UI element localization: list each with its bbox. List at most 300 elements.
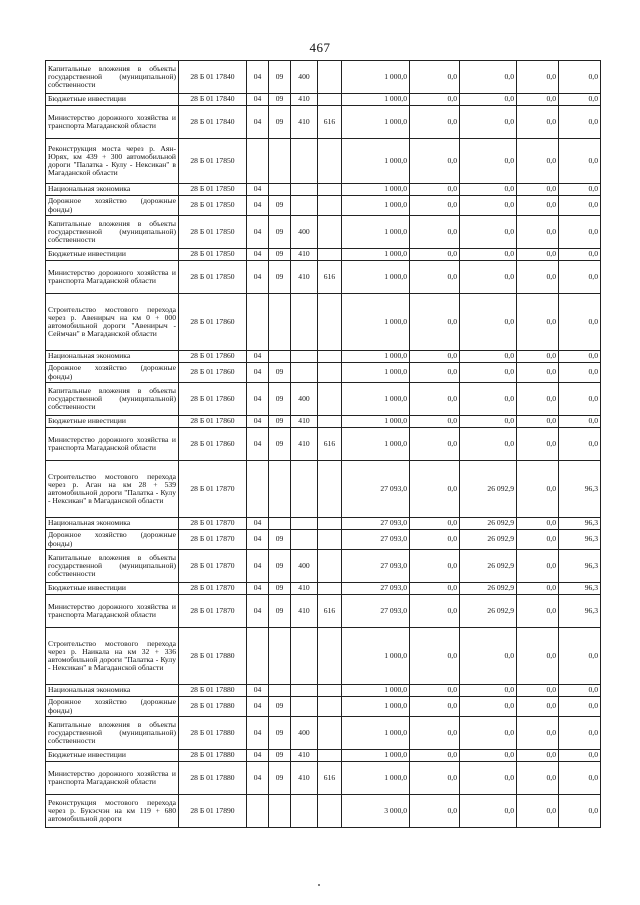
code-cell: 28 Б 01 17850 xyxy=(179,139,247,184)
amount-col4: 0,0 xyxy=(517,750,559,762)
row-name: Дорожное хозяйство (дорожные фонды) xyxy=(46,697,179,717)
amount-plan: 1 000,0 xyxy=(342,61,410,94)
vr-cell: 400 xyxy=(291,61,318,94)
table-row xyxy=(46,795,601,828)
pr-cell: 09 xyxy=(269,717,291,750)
code-cell: 28 Б 01 17870 xyxy=(179,530,247,550)
vr-cell: 400 xyxy=(291,383,318,416)
amount-col2: 0,0 xyxy=(410,795,460,828)
rz-cell xyxy=(247,294,269,351)
amount-col2: 0,0 xyxy=(410,416,460,428)
table-row xyxy=(46,697,601,717)
vr-cell xyxy=(291,363,318,383)
code-cell: 28 Б 01 17880 xyxy=(179,762,247,795)
pr-cell: 09 xyxy=(269,428,291,461)
percent-cell: 0,0 xyxy=(559,249,601,261)
vr-cell: 400 xyxy=(291,216,318,249)
row-name: Строительство мостового перехода через р. Наикала на км 32 + 336 автомобильной дороги "Палатка - Кулу - Нексикан" в Магаданской области xyxy=(46,628,179,685)
pr-cell: 09 xyxy=(269,106,291,139)
row-name: Капитальные вложения в объекты государственной (муниципальной) собственности xyxy=(46,550,179,583)
rz-cell: 04 xyxy=(247,697,269,717)
scan-artifact xyxy=(318,884,320,886)
amount-col4: 0,0 xyxy=(517,762,559,795)
amount-executed: 0,0 xyxy=(460,685,517,697)
code-cell: 28 Б 01 17860 xyxy=(179,428,247,461)
amount-col4: 0,0 xyxy=(517,685,559,697)
code-cell: 28 Б 01 17850 xyxy=(179,249,247,261)
amount-col2: 0,0 xyxy=(410,261,460,294)
table-row xyxy=(46,249,601,261)
percent-cell: 0,0 xyxy=(559,94,601,106)
table-row xyxy=(46,196,601,216)
row-name: Министерство дорожного хозяйства и транспорта Магаданской области xyxy=(46,428,179,461)
percent-cell: 0,0 xyxy=(559,106,601,139)
grbs-cell xyxy=(318,351,342,363)
amount-col4: 0,0 xyxy=(517,550,559,583)
amount-col2: 0,0 xyxy=(410,216,460,249)
amount-col4: 0,0 xyxy=(517,61,559,94)
code-cell: 28 Б 01 17870 xyxy=(179,518,247,530)
amount-col4: 0,0 xyxy=(517,363,559,383)
row-name: Бюджетные инвестиции xyxy=(46,94,179,106)
vr-cell xyxy=(291,184,318,196)
row-name: Министерство дорожного хозяйства и транспорта Магаданской области xyxy=(46,595,179,628)
amount-executed: 0,0 xyxy=(460,294,517,351)
rz-cell: 04 xyxy=(247,261,269,294)
amount-col2: 0,0 xyxy=(410,685,460,697)
amount-col2: 0,0 xyxy=(410,461,460,518)
table-row xyxy=(46,216,601,249)
grbs-cell: 616 xyxy=(318,762,342,795)
grbs-cell: 616 xyxy=(318,261,342,294)
code-cell: 28 Б 01 17880 xyxy=(179,717,247,750)
amount-plan: 1 000,0 xyxy=(342,428,410,461)
rz-cell: 04 xyxy=(247,416,269,428)
grbs-cell xyxy=(318,216,342,249)
amount-plan: 1 000,0 xyxy=(342,184,410,196)
grbs-cell xyxy=(318,550,342,583)
pr-cell: 09 xyxy=(269,697,291,717)
amount-plan: 1 000,0 xyxy=(342,139,410,184)
pr-cell: 09 xyxy=(269,595,291,628)
vr-cell: 400 xyxy=(291,550,318,583)
grbs-cell xyxy=(318,697,342,717)
percent-cell: 96,3 xyxy=(559,530,601,550)
pr-cell xyxy=(269,184,291,196)
amount-col4: 0,0 xyxy=(517,595,559,628)
rz-cell: 04 xyxy=(247,184,269,196)
amount-plan: 1 000,0 xyxy=(342,697,410,717)
amount-plan: 27 093,0 xyxy=(342,550,410,583)
grbs-cell xyxy=(318,416,342,428)
percent-cell: 0,0 xyxy=(559,717,601,750)
table-row xyxy=(46,428,601,461)
code-cell: 28 Б 01 17870 xyxy=(179,461,247,518)
code-cell: 28 Б 01 17880 xyxy=(179,685,247,697)
vr-cell: 410 xyxy=(291,750,318,762)
amount-col2: 0,0 xyxy=(410,550,460,583)
code-cell: 28 Б 01 17850 xyxy=(179,261,247,294)
table-row xyxy=(46,61,601,94)
pr-cell: 09 xyxy=(269,530,291,550)
amount-col2: 0,0 xyxy=(410,697,460,717)
table-row xyxy=(46,139,601,184)
table-row xyxy=(46,750,601,762)
grbs-cell xyxy=(318,61,342,94)
row-name: Бюджетные инвестиции xyxy=(46,249,179,261)
grbs-cell xyxy=(318,795,342,828)
amount-plan: 1 000,0 xyxy=(342,685,410,697)
rz-cell: 04 xyxy=(247,530,269,550)
pr-cell: 09 xyxy=(269,196,291,216)
amount-executed: 0,0 xyxy=(460,762,517,795)
vr-cell xyxy=(291,351,318,363)
amount-plan: 1 000,0 xyxy=(342,294,410,351)
vr-cell xyxy=(291,196,318,216)
amount-col2: 0,0 xyxy=(410,428,460,461)
amount-executed: 0,0 xyxy=(460,184,517,196)
rz-cell: 04 xyxy=(247,249,269,261)
amount-col2: 0,0 xyxy=(410,139,460,184)
vr-cell: 410 xyxy=(291,595,318,628)
percent-cell: 0,0 xyxy=(559,383,601,416)
table-row xyxy=(46,106,601,139)
vr-cell: 410 xyxy=(291,583,318,595)
table-row xyxy=(46,294,601,351)
pr-cell: 09 xyxy=(269,363,291,383)
amount-executed: 0,0 xyxy=(460,697,517,717)
rz-cell: 04 xyxy=(247,106,269,139)
amount-col4: 0,0 xyxy=(517,697,559,717)
amount-col4: 0,0 xyxy=(517,628,559,685)
amount-plan: 27 093,0 xyxy=(342,518,410,530)
grbs-cell xyxy=(318,383,342,416)
amount-col4: 0,0 xyxy=(517,106,559,139)
grbs-cell xyxy=(318,139,342,184)
table-row xyxy=(46,416,601,428)
amount-col4: 0,0 xyxy=(517,461,559,518)
row-name: Строительство мостового перехода через р. Аган на км 28 + 539 автомобильной дороги "Палатка - Кулу - Нексикан" в Магаданской области xyxy=(46,461,179,518)
vr-cell xyxy=(291,628,318,685)
grbs-cell xyxy=(318,94,342,106)
pr-cell xyxy=(269,139,291,184)
amount-plan: 1 000,0 xyxy=(342,94,410,106)
row-name: Бюджетные инвестиции xyxy=(46,750,179,762)
table-row xyxy=(46,717,601,750)
amount-col4: 0,0 xyxy=(517,184,559,196)
amount-executed: 0,0 xyxy=(460,717,517,750)
amount-plan: 1 000,0 xyxy=(342,261,410,294)
grbs-cell xyxy=(318,294,342,351)
vr-cell: 410 xyxy=(291,416,318,428)
amount-col2: 0,0 xyxy=(410,628,460,685)
table-row xyxy=(46,261,601,294)
table-row xyxy=(46,583,601,595)
rz-cell xyxy=(247,795,269,828)
table-row xyxy=(46,628,601,685)
amount-executed: 0,0 xyxy=(460,428,517,461)
percent-cell: 0,0 xyxy=(559,196,601,216)
row-name: Капитальные вложения в объекты государственной (муниципальной) собственности xyxy=(46,717,179,750)
percent-cell: 0,0 xyxy=(559,628,601,685)
pr-cell xyxy=(269,518,291,530)
row-name: Министерство дорожного хозяйства и транспорта Магаданской области xyxy=(46,261,179,294)
table-row xyxy=(46,595,601,628)
table-body xyxy=(46,61,601,828)
vr-cell xyxy=(291,294,318,351)
grbs-cell xyxy=(318,530,342,550)
vr-cell xyxy=(291,461,318,518)
amount-executed: 26 092,9 xyxy=(460,583,517,595)
row-name: Бюджетные инвестиции xyxy=(46,416,179,428)
page-number: 467 xyxy=(309,40,331,55)
rz-cell xyxy=(247,461,269,518)
vr-cell: 410 xyxy=(291,762,318,795)
row-name: Бюджетные инвестиции xyxy=(46,583,179,595)
code-cell: 28 Б 01 17870 xyxy=(179,550,247,583)
grbs-cell xyxy=(318,249,342,261)
amount-col2: 0,0 xyxy=(410,294,460,351)
rz-cell: 04 xyxy=(247,94,269,106)
amount-executed: 0,0 xyxy=(460,216,517,249)
amount-executed: 26 092,9 xyxy=(460,530,517,550)
amount-col4: 0,0 xyxy=(517,139,559,184)
grbs-cell xyxy=(318,363,342,383)
row-name: Капитальные вложения в объекты государственной (муниципальной) собственности xyxy=(46,216,179,249)
amount-executed: 0,0 xyxy=(460,383,517,416)
grbs-cell xyxy=(318,750,342,762)
amount-executed: 0,0 xyxy=(460,61,517,94)
amount-col2: 0,0 xyxy=(410,94,460,106)
table-row xyxy=(46,550,601,583)
vr-cell xyxy=(291,139,318,184)
code-cell: 28 Б 01 17860 xyxy=(179,294,247,351)
rz-cell: 04 xyxy=(247,428,269,461)
amount-executed: 26 092,9 xyxy=(460,595,517,628)
amount-executed: 0,0 xyxy=(460,106,517,139)
row-name: Реконструкция моста через р. Аян-Юрях, км 439 + 300 автомобильной дороги "Палатка - Кулу - Нексикан" в Магаданской области xyxy=(46,139,179,184)
amount-plan: 27 093,0 xyxy=(342,461,410,518)
pr-cell: 09 xyxy=(269,61,291,94)
code-cell: 28 Б 01 17850 xyxy=(179,196,247,216)
percent-cell: 0,0 xyxy=(559,750,601,762)
pr-cell xyxy=(269,685,291,697)
amount-plan: 3 000,0 xyxy=(342,795,410,828)
amount-plan: 1 000,0 xyxy=(342,106,410,139)
pr-cell: 09 xyxy=(269,249,291,261)
amount-plan: 1 000,0 xyxy=(342,363,410,383)
table-row xyxy=(46,351,601,363)
table-row xyxy=(46,363,601,383)
amount-col2: 0,0 xyxy=(410,518,460,530)
vr-cell: 400 xyxy=(291,717,318,750)
percent-cell: 0,0 xyxy=(559,416,601,428)
amount-col4: 0,0 xyxy=(517,717,559,750)
amount-plan: 1 000,0 xyxy=(342,750,410,762)
amount-col2: 0,0 xyxy=(410,196,460,216)
code-cell: 28 Б 01 17890 xyxy=(179,795,247,828)
percent-cell: 0,0 xyxy=(559,351,601,363)
rz-cell: 04 xyxy=(247,363,269,383)
row-name: Капитальные вложения в объекты государственной (муниципальной) собственности xyxy=(46,61,179,94)
amount-col4: 0,0 xyxy=(517,216,559,249)
vr-cell: 410 xyxy=(291,94,318,106)
pr-cell xyxy=(269,795,291,828)
grbs-cell xyxy=(318,461,342,518)
amount-executed: 0,0 xyxy=(460,94,517,106)
row-name: Дорожное хозяйство (дорожные фонды) xyxy=(46,530,179,550)
rz-cell xyxy=(247,139,269,184)
rz-cell: 04 xyxy=(247,550,269,583)
code-cell: 28 Б 01 17880 xyxy=(179,697,247,717)
percent-cell: 0,0 xyxy=(559,61,601,94)
budget-table xyxy=(45,60,601,828)
rz-cell: 04 xyxy=(247,595,269,628)
code-cell: 28 Б 01 17880 xyxy=(179,628,247,685)
pr-cell: 09 xyxy=(269,550,291,583)
grbs-cell: 616 xyxy=(318,428,342,461)
row-name: Национальная экономика xyxy=(46,351,179,363)
rz-cell: 04 xyxy=(247,685,269,697)
code-cell: 28 Б 01 17860 xyxy=(179,363,247,383)
amount-executed: 0,0 xyxy=(460,196,517,216)
amount-col2: 0,0 xyxy=(410,595,460,628)
vr-cell: 410 xyxy=(291,106,318,139)
rz-cell: 04 xyxy=(247,351,269,363)
rz-cell: 04 xyxy=(247,61,269,94)
code-cell: 28 Б 01 17860 xyxy=(179,416,247,428)
percent-cell: 0,0 xyxy=(559,762,601,795)
vr-cell xyxy=(291,697,318,717)
percent-cell: 96,3 xyxy=(559,583,601,595)
amount-plan: 1 000,0 xyxy=(342,717,410,750)
percent-cell: 96,3 xyxy=(559,595,601,628)
row-name: Национальная экономика xyxy=(46,184,179,196)
amount-plan: 27 093,0 xyxy=(342,530,410,550)
grbs-cell xyxy=(318,628,342,685)
grbs-cell xyxy=(318,518,342,530)
code-cell: 28 Б 01 17860 xyxy=(179,351,247,363)
amount-executed: 26 092,9 xyxy=(460,550,517,583)
amount-col4: 0,0 xyxy=(517,428,559,461)
amount-plan: 1 000,0 xyxy=(342,351,410,363)
amount-col4: 0,0 xyxy=(517,795,559,828)
pr-cell xyxy=(269,628,291,685)
table-row xyxy=(46,518,601,530)
rz-cell: 04 xyxy=(247,383,269,416)
pr-cell xyxy=(269,461,291,518)
table-row xyxy=(46,94,601,106)
rz-cell xyxy=(247,628,269,685)
amount-executed: 0,0 xyxy=(460,363,517,383)
row-name: Национальная экономика xyxy=(46,518,179,530)
row-name: Министерство дорожного хозяйства и транспорта Магаданской области xyxy=(46,106,179,139)
amount-executed: 0,0 xyxy=(460,249,517,261)
amount-col4: 0,0 xyxy=(517,94,559,106)
percent-cell: 0,0 xyxy=(559,139,601,184)
amount-executed: 0,0 xyxy=(460,750,517,762)
percent-cell: 0,0 xyxy=(559,428,601,461)
vr-cell xyxy=(291,795,318,828)
amount-col4: 0,0 xyxy=(517,518,559,530)
row-name: Дорожное хозяйство (дорожные фонды) xyxy=(46,196,179,216)
amount-plan: 1 000,0 xyxy=(342,216,410,249)
amount-plan: 1 000,0 xyxy=(342,762,410,795)
row-name: Строительство мостового перехода через р. Авенирыч на км 0 + 000 автомобильной дороги "Авенирыч - Сеймчан" в Магаданской области xyxy=(46,294,179,351)
grbs-cell xyxy=(318,583,342,595)
amount-col2: 0,0 xyxy=(410,61,460,94)
code-cell: 28 Б 01 17850 xyxy=(179,216,247,249)
percent-cell: 96,3 xyxy=(559,550,601,583)
rz-cell: 04 xyxy=(247,762,269,795)
table-row xyxy=(46,530,601,550)
table-row xyxy=(46,184,601,196)
amount-plan: 1 000,0 xyxy=(342,416,410,428)
amount-plan: 27 093,0 xyxy=(342,583,410,595)
amount-plan: 1 000,0 xyxy=(342,628,410,685)
row-name: Национальная экономика xyxy=(46,685,179,697)
amount-executed: 0,0 xyxy=(460,416,517,428)
pr-cell: 09 xyxy=(269,416,291,428)
rz-cell: 04 xyxy=(247,196,269,216)
amount-col2: 0,0 xyxy=(410,717,460,750)
amount-col2: 0,0 xyxy=(410,351,460,363)
rz-cell: 04 xyxy=(247,216,269,249)
amount-executed: 26 092,9 xyxy=(460,461,517,518)
code-cell: 28 Б 01 17840 xyxy=(179,61,247,94)
amount-plan: 1 000,0 xyxy=(342,196,410,216)
rz-cell: 04 xyxy=(247,583,269,595)
table-row xyxy=(46,762,601,795)
table-row xyxy=(46,685,601,697)
amount-executed: 26 092,9 xyxy=(460,518,517,530)
pr-cell: 09 xyxy=(269,583,291,595)
amount-plan: 27 093,0 xyxy=(342,595,410,628)
amount-col2: 0,0 xyxy=(410,750,460,762)
code-cell: 28 Б 01 17870 xyxy=(179,595,247,628)
grbs-cell xyxy=(318,184,342,196)
rz-cell: 04 xyxy=(247,750,269,762)
percent-cell: 0,0 xyxy=(559,685,601,697)
percent-cell: 0,0 xyxy=(559,184,601,196)
pr-cell: 09 xyxy=(269,261,291,294)
grbs-cell xyxy=(318,196,342,216)
percent-cell: 96,3 xyxy=(559,461,601,518)
percent-cell: 0,0 xyxy=(559,795,601,828)
amount-col2: 0,0 xyxy=(410,184,460,196)
amount-plan: 1 000,0 xyxy=(342,383,410,416)
code-cell: 28 Б 01 17860 xyxy=(179,383,247,416)
pr-cell: 09 xyxy=(269,94,291,106)
row-name: Дорожное хозяйство (дорожные фонды) xyxy=(46,363,179,383)
vr-cell xyxy=(291,530,318,550)
vr-cell: 410 xyxy=(291,428,318,461)
amount-col2: 0,0 xyxy=(410,106,460,139)
pr-cell xyxy=(269,294,291,351)
percent-cell: 0,0 xyxy=(559,697,601,717)
amount-col4: 0,0 xyxy=(517,583,559,595)
amount-executed: 0,0 xyxy=(460,628,517,685)
pr-cell: 09 xyxy=(269,750,291,762)
amount-col2: 0,0 xyxy=(410,762,460,795)
code-cell: 28 Б 01 17870 xyxy=(179,583,247,595)
amount-col4: 0,0 xyxy=(517,416,559,428)
row-name: Министерство дорожного хозяйства и транспорта Магаданской области xyxy=(46,762,179,795)
pr-cell: 09 xyxy=(269,383,291,416)
row-name: Капитальные вложения в объекты государственной (муниципальной) собственности xyxy=(46,383,179,416)
amount-executed: 0,0 xyxy=(460,351,517,363)
vr-cell: 410 xyxy=(291,261,318,294)
